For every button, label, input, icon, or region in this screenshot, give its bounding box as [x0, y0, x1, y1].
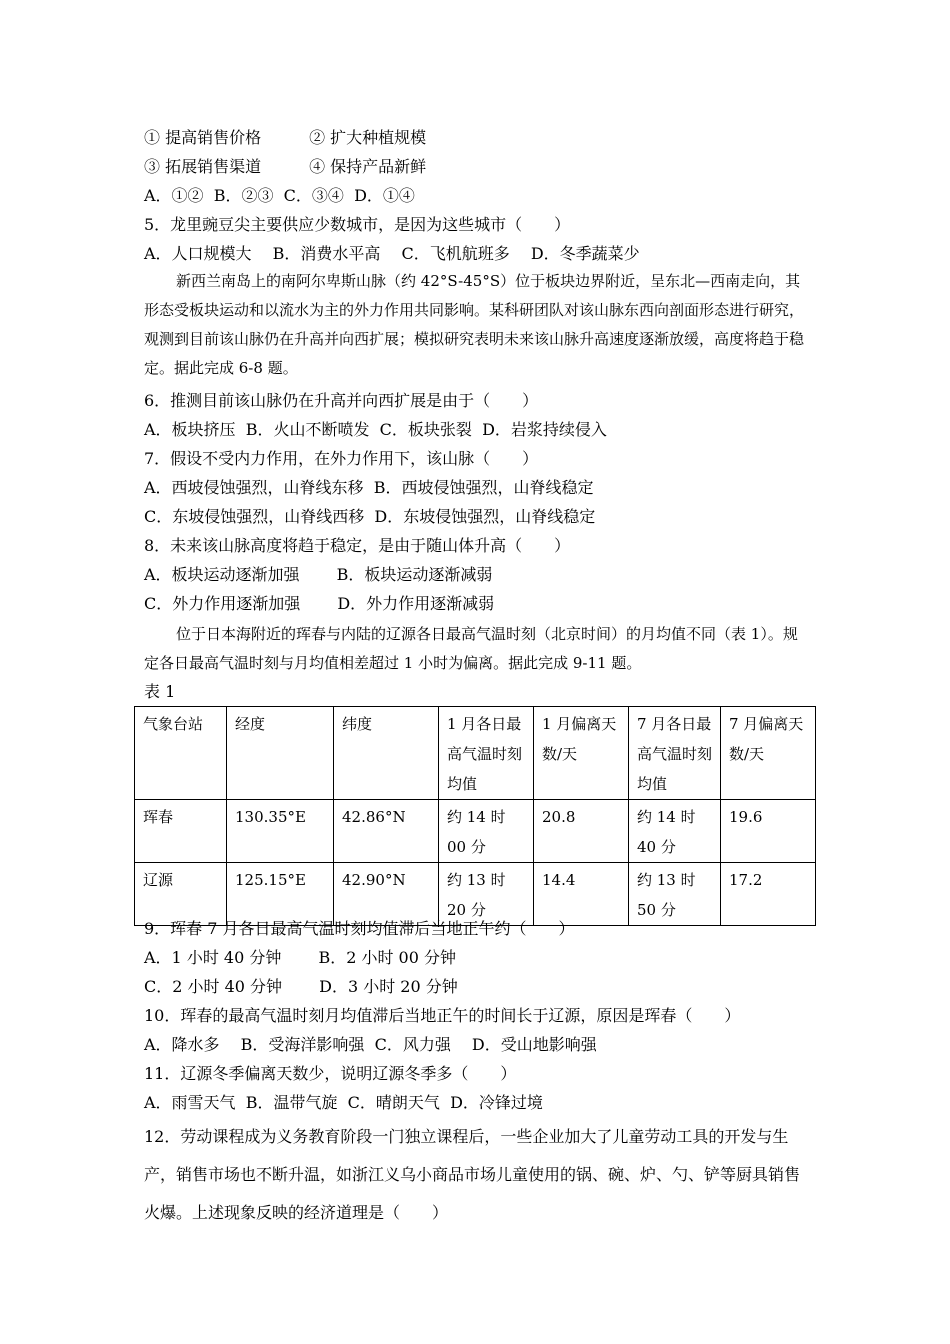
table-header: 7 月偏离天数/天: [721, 707, 816, 800]
table-cell: 珲春: [135, 800, 227, 863]
table-cell: 14.4: [534, 863, 629, 926]
table-cell: 约 14 时 00 分: [439, 800, 534, 863]
table-cell: 125.15°E: [227, 863, 334, 926]
question-8-options-b: C．外力作用逐渐加强 D．外力作用逐渐减弱: [144, 594, 495, 613]
question-10: 10．珲春的最高气温时刻月均值滞后当地正午的时间长于辽源，原因是珲春（ ）: [144, 1006, 741, 1025]
table-header: 气象台站: [135, 707, 227, 800]
passage-temperature: 位于日本海附近的珲春与内陆的辽源各日最高气温时刻（北京时间）的月均值不同（表 1）。规定各日最高气温时刻与月均值相差超过 1 小时为偏离。据此完成 9-11 题。: [144, 625, 798, 672]
table-header: 纬度: [334, 707, 439, 800]
option-line: ③ 拓展销售渠道 ④ 保持产品新鲜: [144, 157, 427, 176]
question-7-options-b: C．东坡侵蚀强烈，山脊线西移 D．东坡侵蚀强烈，山脊线稳定: [144, 507, 596, 526]
question-7-options-a: A．西坡侵蚀强烈，山脊线东移 B．西坡侵蚀强烈，山脊线稳定: [144, 478, 594, 497]
table-header: 7 月各日最高气温时刻均值: [629, 707, 721, 800]
question-6-options: A．板块挤压 B．火山不断喷发 C．板块张裂 D．岩浆持续侵入: [144, 420, 607, 439]
table-cell: 42.86°N: [334, 800, 439, 863]
question-8-options-a: A．板块运动逐渐加强 B．板块运动逐渐减弱: [144, 565, 493, 584]
answer-choices: A．①② B．②③ C．③④ D．①④: [144, 186, 415, 205]
question-6: 6．推测目前该山脉仍在升高并向西扩展是由于（ ）: [144, 391, 539, 410]
table-cell: 20.8: [534, 800, 629, 863]
question-9: 9．珲春 7 月各日最高气温时刻均值滞后当地正午约（ ）: [144, 919, 575, 938]
table-header: 1 月各日最高气温时刻均值: [439, 707, 534, 800]
table-header: 经度: [227, 707, 334, 800]
table-cell: 约 14 时 40 分: [629, 800, 721, 863]
table-label: 表 1: [144, 682, 176, 701]
question-5-options: A．人口规模大 B．消费水平高 C．飞机航班多 D．冬季蔬菜少: [144, 244, 640, 263]
table-cell: 约 13 时 20 分: [439, 863, 534, 926]
question-8: 8．未来该山脉高度将趋于稳定，是由于随山体升高（ ）: [144, 536, 571, 555]
table-cell: 42.90°N: [334, 863, 439, 926]
question-7: 7．假设不受内力作用，在外力作用下，该山脉（ ）: [144, 449, 539, 468]
question-11: 11．辽源冬季偏离天数少，说明辽源冬季多（ ）: [144, 1064, 517, 1083]
table-row: [135, 800, 816, 863]
table-cell: 17.2: [721, 863, 816, 926]
data-table: [134, 706, 816, 926]
table-cell: 约 13 时 50 分: [629, 863, 721, 926]
option-line: ① 提高销售价格 ② 扩大种植规模: [144, 128, 427, 147]
question-9-options-a: A．1 小时 40 分钟 B．2 小时 00 分钟: [144, 948, 456, 967]
question-10-options: A．降水多 B．受海洋影响强 C．风力强 D．受山地影响强: [144, 1035, 597, 1054]
table-row: [135, 863, 816, 926]
table-header-row: [135, 707, 816, 800]
table-cell: 130.35°E: [227, 800, 334, 863]
table-cell: 19.6: [721, 800, 816, 863]
question-11-options: A．雨雪天气 B．温带气旋 C．晴朗天气 D．冷锋过境: [144, 1093, 543, 1112]
question-12: 12．劳动课程成为义务教育阶段一门独立课程后，一些企业加大了儿童劳动工具的开发与生产，销售市场也不断升温，如浙江义乌小商品市场儿童使用的锅、碗、炉、勺、铲等厨具销售火爆。上述现象反映的经济道理是（ ）: [144, 1127, 801, 1222]
passage-mountains: 新西兰南岛上的南阿尔卑斯山脉（约 42°S-45°S）位于板块边界附近，呈东北—西南走向，其形态受板块运动和以流水为主的外力作用共同影响。某科研团队对该山脉东西向剖面形态进行研究，观测到目前该山脉仍在升高并向西扩展；模拟研究表明未来该山脉升高速度逐渐放缓，高度将趋于稳定。据此完成 6-8 题。: [144, 272, 805, 377]
question-9-options-b: C．2 小时 40 分钟 D．3 小时 20 分钟: [144, 977, 458, 996]
table-cell: 辽源: [135, 863, 227, 926]
table-header: 1 月偏离天数/天: [534, 707, 629, 800]
question-5: 5．龙里豌豆尖主要供应少数城市，是因为这些城市（ ）: [144, 215, 571, 234]
